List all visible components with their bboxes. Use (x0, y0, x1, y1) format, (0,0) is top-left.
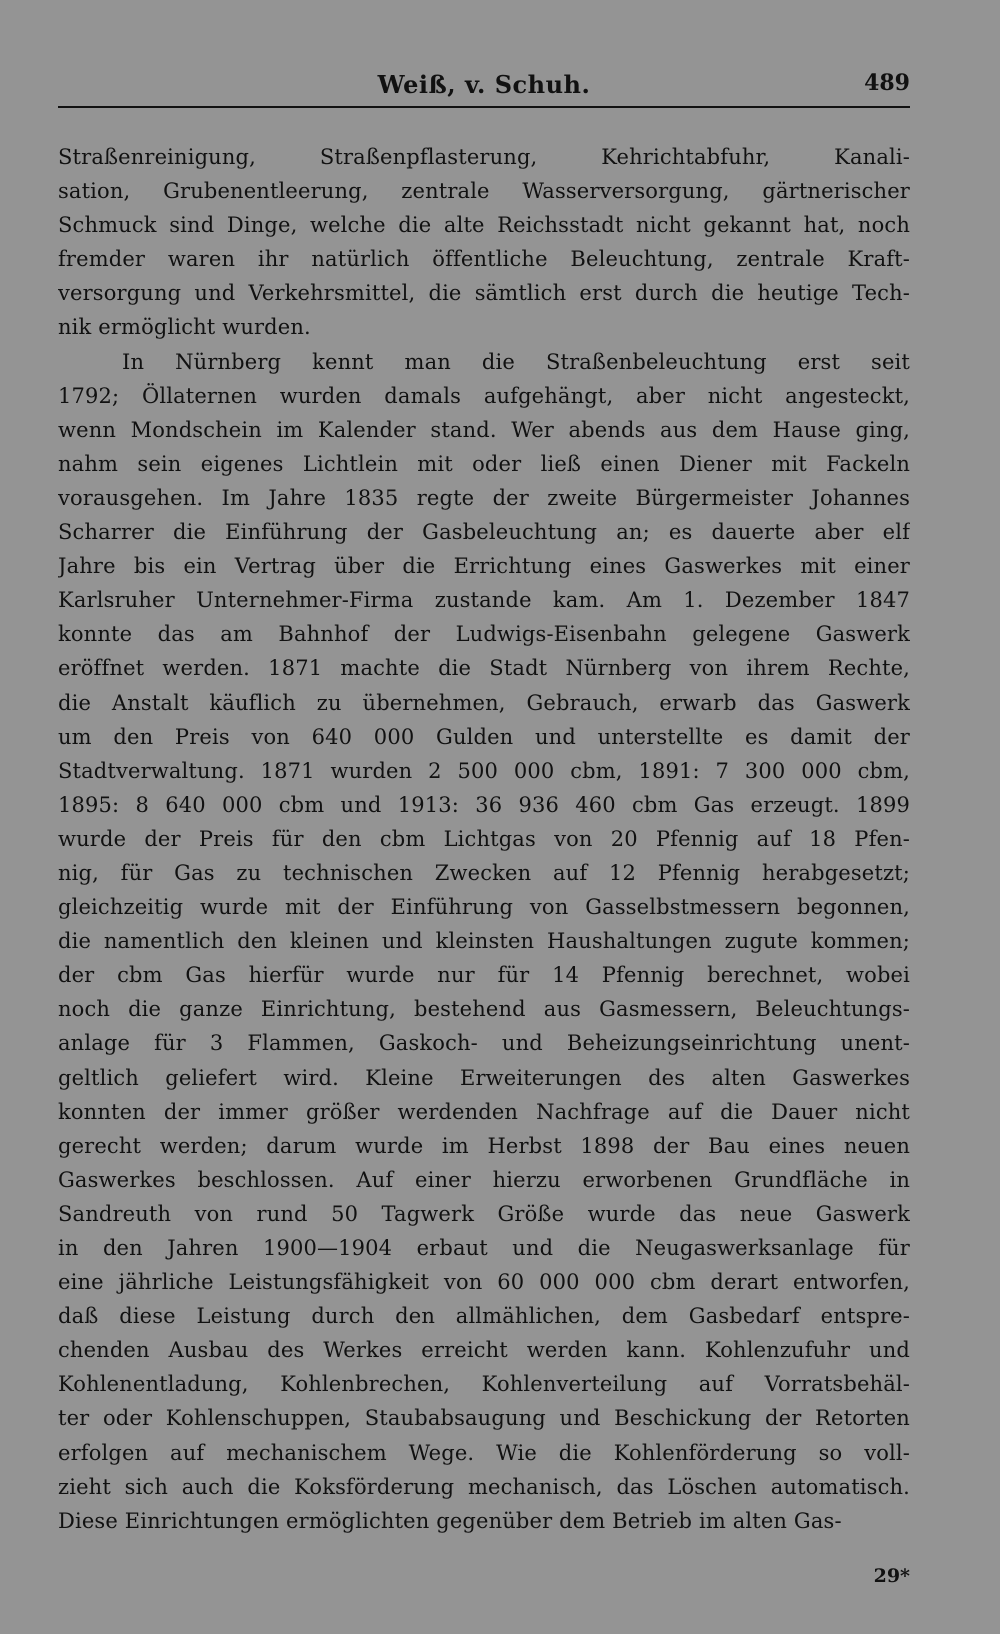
text-line: chenden Ausbau des Werkes erreicht werden kann. Kohlenzufuhr und (58, 1338, 910, 1363)
text-line: Scharrer die Einführung der Gasbeleuchtung an; es dauerte aber elf (58, 520, 910, 545)
text-line: Sandreuth von rund 50 Tagwerk Größe wurde das neue Gaswerk (58, 1201, 910, 1226)
text-line: anlage für 3 Flammen, Gaskoch- und Beheizungseinrichtung unent- (58, 1031, 910, 1056)
text-line: der cbm Gas hierfür wurde nur für 14 Pfennig berechnet, wobei (58, 963, 910, 988)
running-head: Weiß, v. Schuh. (377, 70, 591, 99)
text-line: Stadtverwaltung. 1871 wurden 2 500 000 cbm, 1891: 7 300 000 cbm, (58, 758, 910, 783)
text-line: Kohlenentladung, Kohlenbrechen, Kohlenverteilung auf Vorratsbehäl- (58, 1372, 910, 1397)
text-line: nik ermöglicht wurden. (58, 315, 311, 340)
text-line: in den Jahren 1900—1904 erbaut und die Neugaswerksanlage für (58, 1236, 910, 1260)
text-line: die Anstalt käuflich zu übernehmen, Gebrauch, erwarb das Gaswerk (58, 690, 910, 715)
page-number: 489 (864, 70, 910, 96)
text-line: die namentlich den kleinen und kleinsten Haushaltungen zugute kommen; (58, 929, 910, 954)
text-line: Straßenreinigung, Straßenpflasterung, Kehrichtabfuhr, Kanali- (58, 145, 910, 169)
text-line: Jahre bis ein Vertrag über die Errichtung eines Gaswerkes mit einer (58, 554, 910, 579)
text-line: Gaswerkes beschlossen. Auf einer hierzu erworbenen Grundfläche in (58, 1167, 910, 1192)
body-text (58, 140, 910, 1538)
text-line: Schmuck sind Dinge, welche die alte Reichsstadt nicht gekannt hat, noch (58, 213, 910, 238)
text-line: konnten der immer größer werdenden Nachfrage auf die Dauer nicht (58, 1099, 910, 1124)
text-line: noch die ganze Einrichtung, bestehend aus Gasmessern, Beleuchtungs- (58, 997, 910, 1022)
text-line: 1895: 8 640 000 cbm und 1913: 36 936 460 cbm Gas erzeugt. 1899 (58, 792, 910, 817)
text-line: wenn Mondschein im Kalender stand. Wer abends aus dem Hause ging, (58, 417, 910, 442)
text-line: fremder waren ihr natürlich öffentliche Beleuchtung, zentrale Kraft- (58, 247, 910, 272)
text-line: gerecht werden; darum wurde im Herbst 1898 der Bau eines neuen (58, 1133, 910, 1158)
text-line: erfolgen auf mechanischem Wege. Wie die Kohlenförderung so voll- (58, 1440, 910, 1465)
text-line: sation, Grubenentleerung, zentrale Wasserversorgung, gärtnerischer (58, 179, 910, 204)
text-line: eine jährliche Leistungsfähigkeit von 60 000 000 cbm derart entworfen, (58, 1270, 910, 1295)
text-line: Karlsruher Unternehmer-Firma zustande kam. Am 1. Dezember 1847 (58, 588, 910, 613)
text-line: 1792; Öllaternen wurden damals aufgehängt, aber nicht angesteckt, (58, 383, 910, 408)
text-line: gleichzeitig wurde mit der Einführung von Gasselbstmessern begonnen, (58, 895, 910, 920)
text-line: nig, für Gas zu technischen Zwecken auf 12 Pfennig herabgesetzt; (58, 860, 910, 885)
text-line: Diese Einrichtungen ermöglichten gegenüber dem Betrieb im alten Gas- (58, 1508, 842, 1533)
text-line: wurde der Preis für den cbm Lichtgas von 20 Pfennig auf 18 Pfen- (58, 826, 910, 851)
text-line: daß diese Leistung durch den allmählichen, dem Gasbedarf entspre- (58, 1304, 910, 1329)
text-line: geltlich geliefert wird. Kleine Erweiterungen des alten Gaswerkes (58, 1065, 910, 1090)
text-line: um den Preis von 640 000 Gulden und unterstellte es damit der (58, 724, 910, 749)
text-line: konnte das am Bahnhof der Ludwigs-Eisenbahn gelegene Gaswerk (58, 622, 910, 647)
text-line: nahm sein eigenes Lichtlein mit oder ließ einen Diener mit Fackeln (58, 451, 910, 476)
text-line: zieht sich auch die Koksförderung mechanisch, das Löschen automatisch. (58, 1474, 910, 1499)
text-line: eröffnet werden. 1871 machte die Stadt Nürnberg von ihrem Rechte, (58, 656, 910, 681)
text-line: ter oder Kohlenschuppen, Staubabsaugung und Beschickung der Retorten (58, 1406, 910, 1431)
page-header (58, 70, 910, 108)
printer-signature: 29* (873, 1565, 910, 1587)
text-line: In Nürnberg kennt man die Straßenbeleuchtung erst seit (122, 349, 910, 374)
text-line: versorgung und Verkehrsmittel, die sämtlich erst durch die heutige Tech- (58, 281, 910, 306)
text-line: vorausgehen. Im Jahre 1835 regte der zweite Bürgermeister Johannes (58, 485, 910, 510)
